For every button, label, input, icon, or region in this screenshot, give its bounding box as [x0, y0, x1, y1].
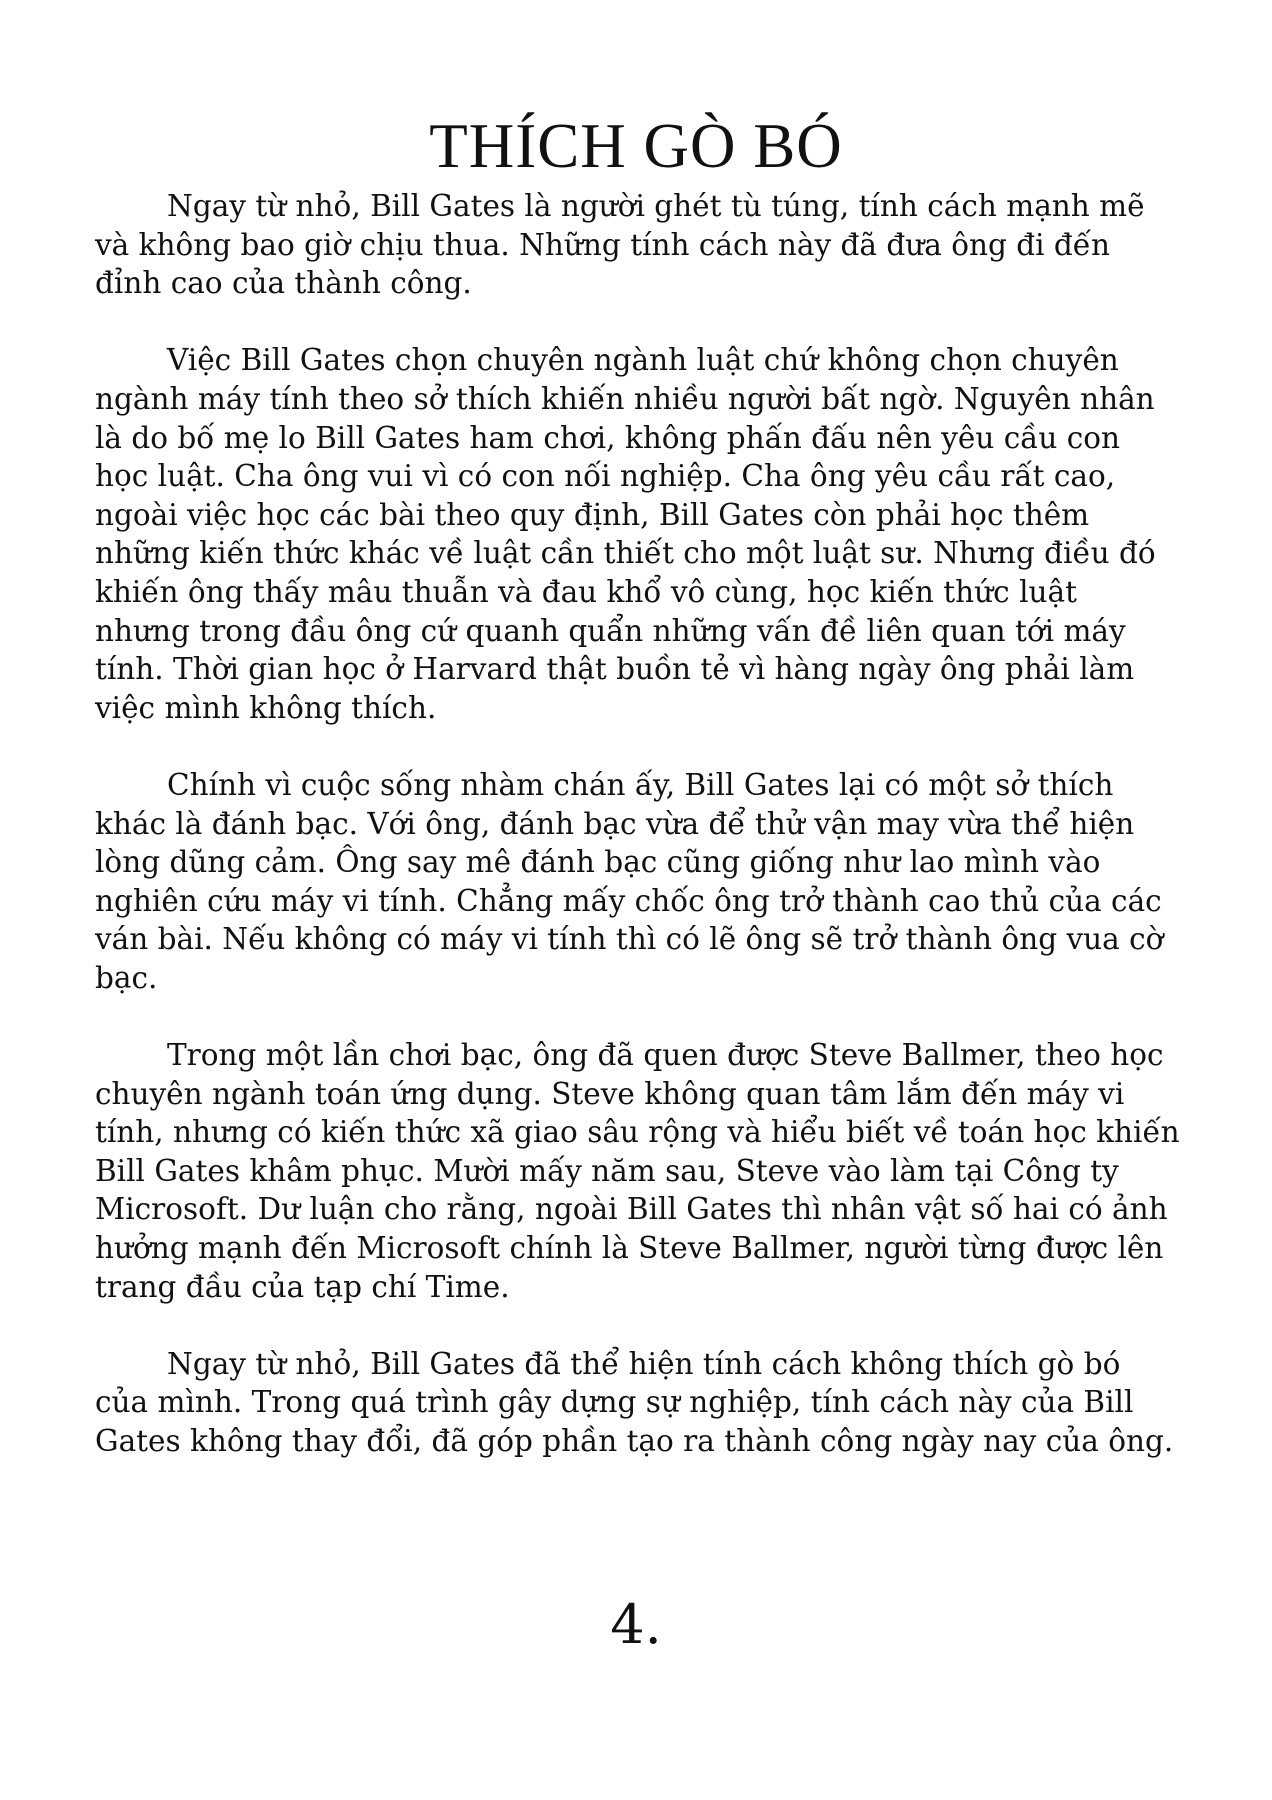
paragraph-2: Việc Bill Gates chọn chuyên ngành luật chứ không chọn chuyên ngành máy tính theo sở thích khiến nhiều người bất ngờ. Nguyên nhân là do bố mẹ lo Bill Gates ham chơi, không phấn đấu nên yêu cầu con học luật. Cha ông vui vì có con nối nghiệp. Cha ông yêu cầu rất cao, ngoài việc học các bài theo quy định, Bill Gates còn phải học thêm những kiến thức khác về luật cần thiết cho một luật sư. Nhưng điều đó khiến ông thấy mâu thuẫn và đau khổ vô cùng, học kiến thức luật nhưng trong đầu ông cứ quanh quẩn những vấn đề liên quan tới máy tính. Thời gian học ở Harvard thật buồn tẻ vì hàng ngày ông phải làm việc mình không thích.: [95, 343, 1156, 725]
body-text: [95, 187, 1180, 1461]
paragraph-1: Ngay từ nhỏ, Bill Gates là người ghét tù túng, tính cách mạnh mẽ và không bao giờ chịu thua. Những tính cách này đã đưa ông đi đến đỉnh cao của thành công.: [95, 189, 1145, 301]
page-number: 4.: [610, 1593, 662, 1656]
paragraph-3: Chính vì cuộc sống nhàm chán ấy, Bill Gates lại có một sở thích khác là đánh bạc. Với ông, đánh bạc vừa để thử vận may vừa thể hiện lòng dũng cảm. Ông say mê đánh bạc cũng giống như lao mình vào nghiên cứu máy vi tính. Chẳng mấy chốc ông trở thành cao thủ của các ván bài. Nếu không có máy vi tính thì có lẽ ông sẽ trở thành ông vua cờ bạc.: [95, 767, 1164, 995]
paragraph-4: Trong một lần chơi bạc, ông đã quen được Steve Ballmer, theo học chuyên ngành toán ứng dụng. Steve không quan tâm lắm đến máy vi tính, nhưng có kiến thức xã giao sâu rộng và hiểu biết về toán học khiến Bill Gates khâm phục. Mười mấy năm sau, Steve vào làm tại Công ty Microsoft. Dư luận cho rằng, ngoài Bill Gates thì nhân vật số hai có ảnh hưởng mạnh đến Microsoft chính là Steve Ballmer, người từng được lên trang đầu của tạp chí Time.: [95, 1038, 1180, 1304]
paragraph-5: Ngay từ nhỏ, Bill Gates đã thể hiện tính cách không thích gò bó của mình. Trong quá trình gây dựng sự nghiệp, tính cách này của Bill Gates không thay đổi, đã góp phần tạo ra thành công ngày nay của ông.: [95, 1346, 1174, 1458]
page-title: THÍCH GÒ BÓ: [429, 111, 843, 181]
